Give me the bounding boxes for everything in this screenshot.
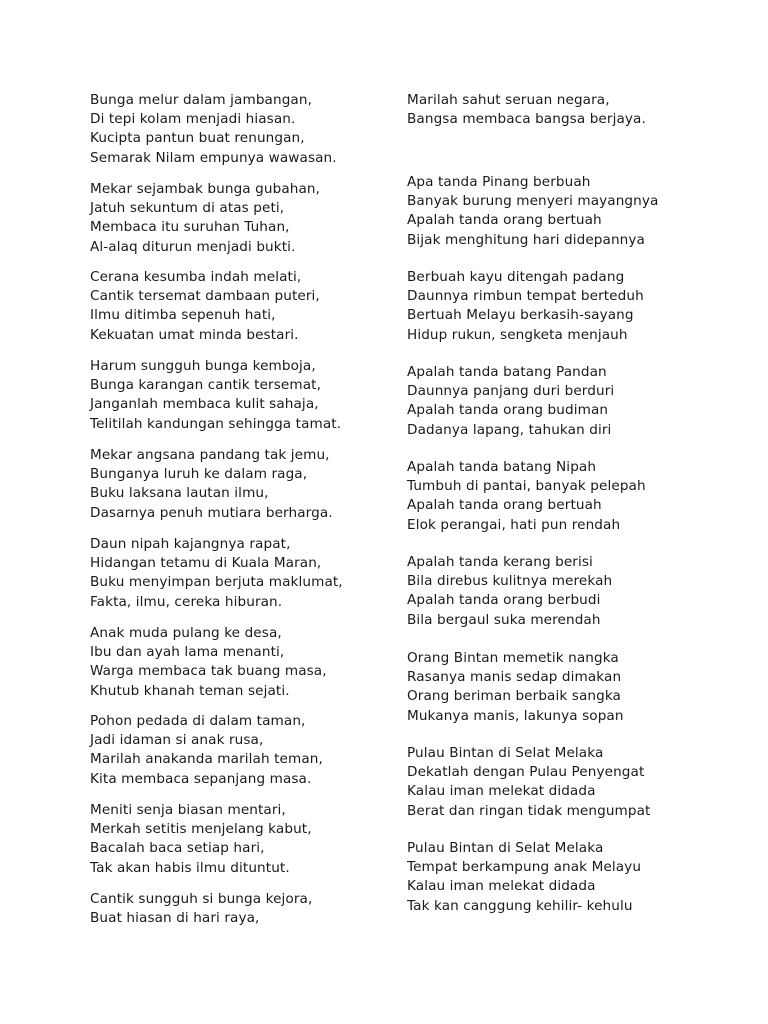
verse-line: Berbuah kayu ditengah padang <box>407 269 625 285</box>
verse-line: Orang Bintan memetik nangka <box>407 650 619 666</box>
verse-line: Kucipta pantun buat renungan, <box>90 130 305 147</box>
verse-line: Bertuah Melayu berkasih-sayang <box>407 307 634 324</box>
verse-line: Apalah tanda batang Nipah <box>407 459 597 475</box>
verse-line: Buat hiasan di hari raya, <box>90 910 260 927</box>
verse-line: Rasanya manis sedap dimakan <box>407 669 622 686</box>
verse-line: Orang beriman berbaik sangka <box>407 688 621 705</box>
verse-line: Telitilah kandungan sehingga tamat. <box>90 415 342 432</box>
verse-line: Buku laksana lautan ilmu, <box>90 485 269 502</box>
stanza <box>407 173 658 250</box>
verse-line: Cantik sungguh si bunga kejora, <box>90 891 313 907</box>
verse-line: Hidup rukun, sengketa menjauh <box>407 326 628 343</box>
verse-line: Tak kan canggung kehilir- kehulu <box>407 897 633 914</box>
verse-line: Apalah tanda orang budiman <box>407 402 609 419</box>
verse-line: Mekar angsana pandang tak jemu, <box>90 447 330 463</box>
stanza <box>407 553 612 630</box>
stanza <box>90 268 320 345</box>
stanza <box>90 91 337 168</box>
stanza <box>407 839 641 916</box>
verse-line: Kalau iman melekat didada <box>407 878 596 895</box>
verse-line: Di tepi kolam menjadi hiasan. <box>90 111 296 128</box>
verse-line: Al-alaq diturun menjadi bukti. <box>90 238 296 255</box>
verse-line: Banyak burung menyeri mayangnya <box>407 193 659 210</box>
stanza <box>407 268 644 345</box>
verse-line: Kalau iman melekat didada <box>407 783 596 800</box>
verse-line: Tempat berkampung anak Melayu <box>407 859 642 876</box>
stanza <box>90 446 333 523</box>
verse-line: Marilah anakanda marilah teman, <box>90 751 323 768</box>
stanza <box>90 801 312 878</box>
verse-line: Jadi idaman si anak rusa, <box>90 732 264 749</box>
verse-line: Fakta, ilmu, cereka hiburan. <box>90 593 283 610</box>
verse-line: Cantik tersemat dambaan puteri, <box>90 288 320 305</box>
stanza <box>90 357 341 434</box>
verse-line: Bila direbus kulitnya merekah <box>407 573 613 590</box>
verse-line: Daunnya panjang duri berduri <box>407 383 615 400</box>
stanza <box>90 180 320 257</box>
verse-line: Ibu dan ayah lama menanti, <box>90 644 285 661</box>
stanza <box>407 458 646 535</box>
verse-line: Bacalah baca setiap hari, <box>90 840 265 857</box>
verse-line: Dekatlah dengan Pulau Penyengat <box>407 764 645 781</box>
stanza <box>90 712 323 789</box>
verse-line: Pulau Bintan di Selat Melaka <box>407 840 604 856</box>
verse-line: Bunganya luruh ke dalam raga, <box>90 466 308 483</box>
verse-line: Membaca itu suruhan Tuhan, <box>90 219 290 236</box>
verse-line: Apalah tanda orang bertuah <box>407 497 602 514</box>
verse-line: Pulau Bintan di Selat Melaka <box>407 745 604 761</box>
verse-line: Ilmu ditimba sepenuh hati, <box>90 307 276 324</box>
verse-line: Bijak menghitung hari didepannya <box>407 231 645 248</box>
verse-line: Cerana kesumba indah melati, <box>90 269 302 285</box>
verse-line: Bunga karangan cantik tersemat, <box>90 377 322 394</box>
verse-line: Elok perangai, hati pun rendah <box>407 516 621 533</box>
stanza <box>407 91 646 129</box>
verse-line: Tak akan habis ilmu dituntut. <box>90 859 290 876</box>
verse-line: Janganlah membaca kulit sahaja, <box>90 396 319 413</box>
verse-line: Anak muda pulang ke desa, <box>90 625 282 641</box>
verse-line: Marilah sahut seruan negara, <box>407 92 610 108</box>
verse-line: Merkah setitis menjelang kabut, <box>90 821 312 838</box>
verse-line: Jatuh sekuntum di atas peti, <box>90 200 285 217</box>
verse-line: Apalah tanda orang berbudi <box>407 592 601 609</box>
verse-line: Bila bergaul suka merendah <box>407 611 601 628</box>
stanza <box>407 744 651 821</box>
verse-line: Warga membaca tak buang masa, <box>90 663 327 680</box>
verse-line: Harum sungguh bunga kemboja, <box>90 358 316 374</box>
verse-line: Meniti senja biasan mentari, <box>90 802 286 818</box>
verse-line: Dasarnya penuh mutiara berharga. <box>90 504 333 521</box>
stanza <box>407 649 624 726</box>
stanza <box>90 535 343 612</box>
verse-line: Dadanya lapang, tahukan diri <box>407 421 612 438</box>
verse-line: Kekuatan umat minda bestari. <box>90 326 299 343</box>
verse-line: Daunnya rimbun tempat berteduh <box>407 288 644 305</box>
verse-line: Khutub khanah teman sejati. <box>90 682 290 699</box>
verse-line: Mekar sejambak bunga gubahan, <box>90 181 321 197</box>
verse-line: Mukanya manis, lakunya sopan <box>407 707 624 724</box>
verse-line: Bunga melur dalam jambangan, <box>90 92 312 108</box>
verse-line: Semarak Nilam empunya wawasan. <box>90 149 337 166</box>
stanza <box>407 363 614 440</box>
stanza <box>90 624 327 701</box>
verse-line: Pohon pedada di dalam taman, <box>90 713 306 729</box>
verse-line: Daun nipah kajangnya rapat, <box>90 536 291 552</box>
verse-line: Apa tanda Pinang berbuah <box>407 174 591 190</box>
verse-line: Kita membaca sepanjang masa. <box>90 770 312 787</box>
verse-line: Apalah tanda orang bertuah <box>407 212 602 229</box>
verse-line: Tumbuh di pantai, banyak pelepah <box>407 478 646 495</box>
verse-line: Apalah tanda kerang berisi <box>407 554 593 570</box>
verse-line: Bangsa membaca bangsa berjaya. <box>407 111 646 128</box>
verse-line: Berat dan ringan tidak mengumpat <box>407 802 651 819</box>
verse-line: Buku menyimpan berjuta maklumat, <box>90 574 343 591</box>
verse-line: Apalah tanda batang Pandan <box>407 364 607 380</box>
stanza <box>90 890 312 928</box>
verse-line: Hidangan tetamu di Kuala Maran, <box>90 555 322 572</box>
